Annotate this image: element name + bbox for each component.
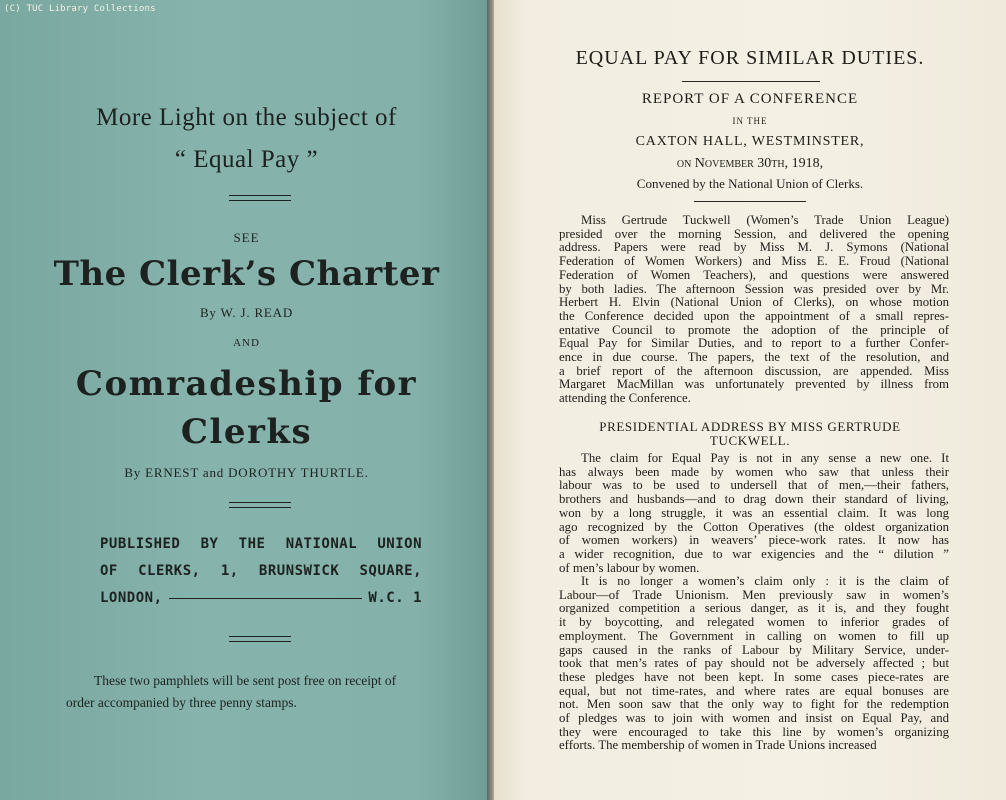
text-line: these pledges have not been kept. In some cases piece-rates are: [559, 669, 949, 684]
text-line: presided over the morning Session, and delivered the opening: [559, 226, 949, 241]
text-line: a wider recognition, due to war exigencies and the “ dilution ”: [559, 546, 949, 561]
ornament-rule: [229, 195, 291, 201]
venue: CAXTON HALL, WESTMINSTER,: [635, 134, 865, 149]
note-line-1: These two pamphlets will be sent post free on receipt of: [94, 673, 397, 688]
publisher-line-1: PUBLISHED BY THE NATIONAL UNION: [100, 536, 422, 552]
text-line: address. Papers were read by Miss M. J. Symons (National: [559, 240, 949, 255]
text-line: labour was to be used to undersell that of men,—their fathers,: [559, 478, 949, 493]
text-line: entative Council to promote the adoption of the principle of: [559, 322, 949, 337]
text-line: The claim for Equal Pay is not in any sense a new one. It: [581, 451, 949, 465]
text-line: ago recognized by the Cotton Operatives (the oldest organization: [559, 519, 949, 534]
report-heading: REPORT OF A CONFERENCE: [641, 91, 859, 107]
text-line: they were encouraged to take this line by women’s organizing: [559, 724, 949, 739]
text-line: equal, but not time-rates, and where rates are equal bonuses are: [559, 683, 949, 698]
title-comradeship-line-2: Clerks: [180, 412, 313, 452]
text-line: a brief report of the afternoon discussion, are appended. Miss: [559, 363, 949, 378]
text-line: brothers and husbands—and to drag down their standard of living,: [559, 492, 949, 507]
text-line: employment. The Government in calling on women to fill up: [559, 628, 949, 643]
text-line: organized competition a serious danger, as it is, and they fought: [559, 601, 949, 616]
text-line: Miss Gertrude Tuckwell (Women’s Trade Union League): [581, 213, 949, 227]
title-clerks-charter: The Clerk’s Charter: [53, 254, 440, 294]
publisher-line-3: [100, 590, 422, 606]
section-heading-line-2: TUCKWELL.: [709, 433, 791, 448]
text-line: Margaret MacMillan was unfortunately prevented by illness from: [559, 377, 949, 392]
text-line: it by boycotting, and relegated women to inferior grades of: [559, 615, 949, 630]
leader-rule: [169, 598, 363, 599]
text-line: won by a long struggle, it was an essential claim. It was long: [559, 505, 949, 520]
byline-read: By W. J. READ: [199, 305, 294, 320]
text-line: efforts. The membership of women in Trade Unions increased: [559, 738, 877, 753]
note-line-2: order accompanied by three penny stamps.: [66, 695, 297, 710]
text-line: Labour—of Trade Unionism. Men previously saw in women’s: [559, 587, 949, 602]
title-rule: [682, 81, 820, 82]
publisher-city: LONDON,: [100, 590, 163, 606]
text-line: took that men’s rates of pay should not be adversely affected ; but: [559, 656, 949, 671]
text-line: ence in due course. The papers, the text of the resolution, and: [559, 350, 949, 364]
text-line: the Conference decided upon the appointment of a small repres-: [559, 308, 949, 323]
text-line: of men’s labour by women.: [559, 560, 700, 575]
left-page-cover: [0, 0, 493, 800]
text-line: has always been made by women who saw that unless their: [559, 464, 949, 479]
text-line: Federation of Women Workers) and Miss E. E. Froud (National: [559, 254, 949, 269]
text-line: Federation of Women Teachers), and questions were answered: [559, 267, 949, 282]
text-line: not. Men soon saw that the only way to fight for the redemption: [559, 697, 949, 712]
report-title: EQUAL PAY FOR SIMILAR DUTIES.: [575, 47, 925, 69]
text-line: gaps caused in the ranks of Labour by Military Service, under-: [559, 642, 949, 657]
section-heading-line-1: PRESIDENTIAL ADDRESS BY MISS GERTRUDE: [599, 419, 901, 434]
publisher-line-2: OF CLERKS, 1, BRUNSWICK SQUARE,: [100, 563, 422, 579]
cover-heading-line-2: “ Equal Pay ”: [174, 146, 319, 173]
text-line: by both ladies. The afternoon Session was presided over by Mr.: [559, 281, 949, 296]
text-line: attending the Conference.: [559, 391, 691, 406]
conference-date: on November 30th, 1918,: [676, 156, 824, 171]
text-line: It is no longer a women’s claim only : it is the claim of: [581, 574, 949, 588]
copyright-watermark: (C) TUC Library Collections: [4, 4, 156, 14]
in-the-label: IN THE: [732, 116, 768, 126]
title-comradeship-line-1: Comradeship for: [75, 364, 418, 404]
text-line: Equal Pay for Similar Duties, and to report to a further Confer-: [559, 336, 949, 351]
byline-thurtle: By ERNEST and DOROTHY THURTLE.: [124, 465, 369, 480]
text-line: Herbert H. Elvin (National Union of Clerks), on whose motion: [559, 295, 949, 310]
and-label: AND: [233, 337, 260, 349]
convened-by: Convened by the National Union of Clerks.: [636, 176, 864, 191]
publisher-postcode: W.C. 1: [368, 590, 422, 606]
cover-heading-line-1: More Light on the subject of: [96, 104, 397, 131]
section-rule: [694, 201, 806, 202]
right-page-report: [494, 0, 1006, 800]
text-line: of pledges was to join with women and insist on Equal Pay, and: [559, 711, 949, 725]
see-label: SEE: [233, 230, 260, 245]
ornament-rule: [229, 636, 291, 642]
ornament-rule: [229, 502, 291, 508]
text-line: of women workers) in weavers’ piece-work rates. It now has: [559, 533, 949, 548]
